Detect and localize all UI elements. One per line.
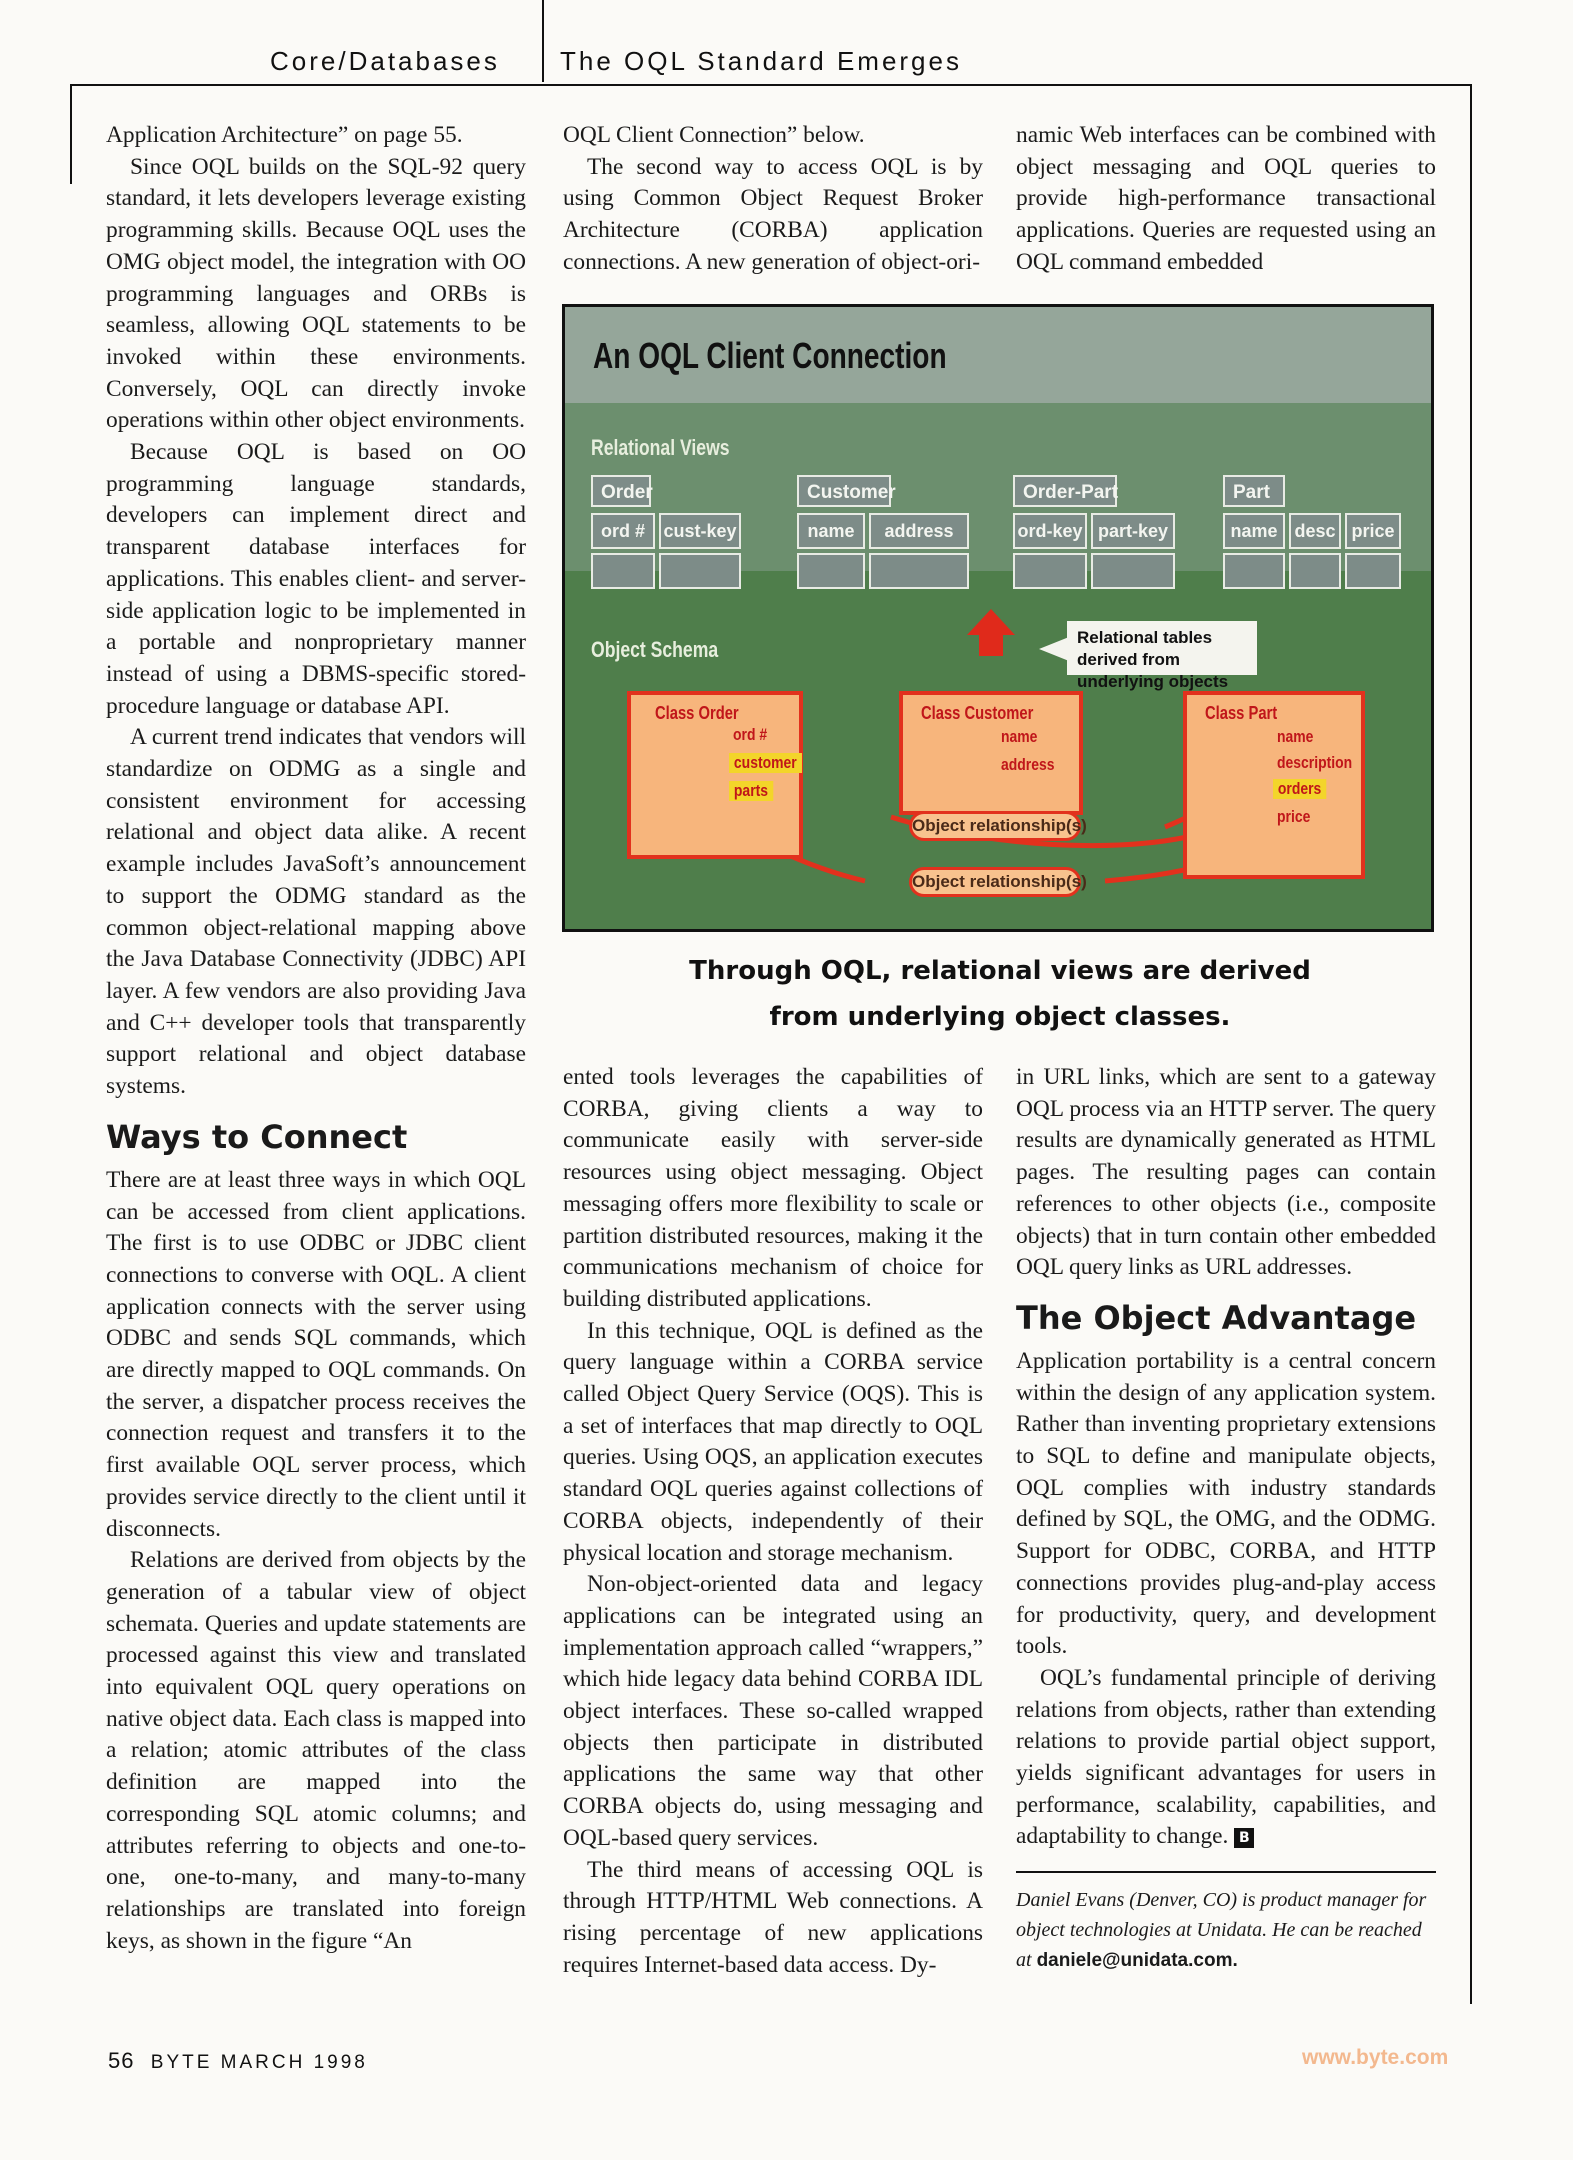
publication-info: BYTE MARCH 1998 xyxy=(150,2052,368,2073)
paragraph: In this technique, OQL is defined as the query language within a CORBA service called Object Query Service (OQS). This is a set of interfaces that map directly to OQL queries. Using OQS, an application executes standard OQL queries against collections of CORBA objects, independently of their physical location and storage mechanism. xyxy=(563,1317,983,1566)
end-mark-icon: B xyxy=(1234,1828,1254,1848)
table-cell: name xyxy=(797,513,865,549)
paragraph: A current trend indicates that vendors will standardize on ODMG as a single and consistent environment for accessing relational and object data alike. A recent example includes JavaSoft’s announcement to support the ODMG standard as the common object-relational mapping above the Java Database Connectivity (JDBC) API layer. A few vendors are also providing Java and C++ developer tools that transparently support relational and object database systems. xyxy=(106,724,526,1100)
column-3-top xyxy=(1016,120,1436,279)
section-heading-ways-to-connect: Ways to Connect xyxy=(106,1117,408,1156)
figure-caption xyxy=(560,948,1440,1040)
paragraph: Non-object-oriented data and legacy applications can be integrated using an implementation approach called “wrappers,” which hide legacy data behind CORBA IDL object interfaces. These so-called wrapped objects then participate in distributed applications the same way that other CORBA objects do, using messaging and OQL-based query services. xyxy=(563,1571,983,1851)
byline-text: Daniel Evans (Denver, CO) is product manager for object technologies at Unidata. He can be reached at xyxy=(1016,1889,1427,1972)
column-3-bottom xyxy=(1016,1062,1436,1976)
paragraph: Application portability is a central concern within the design of any application system. Rather than inventing proprietary extensions to SQL to define and manipulate objects, OQL complies with industry standards defined by SQL, the OMG, and the ODMG. Support for ODBC, CORBA, and HTTP connections provides plug-and-play access for productivity, query, and development tools. xyxy=(1016,1347,1436,1660)
author-byline xyxy=(1016,1871,1436,1976)
table-cell: ord # xyxy=(591,513,655,549)
paragraph: ented tools leverages the capabilities of CORBA, giving clients a way to communicate easily with server-side resources using object messaging. Object messaging offers more flexibility to scale or partition distributed resources, making it the communications mechanism of choice for building distributed applications. xyxy=(563,1064,983,1312)
paragraph: Because OQL is based on OO programming language standards, developers can implement direct and transparent database interfaces for applications. This enables client- and server-side application logic to be implemented in a portable and nonproprietary manner instead of using a DBMS-specific stored-procedure language or database API. xyxy=(106,439,526,719)
footer-url-link[interactable]: www.byte.com xyxy=(1302,2046,1449,2069)
table-cell: name xyxy=(1223,513,1285,549)
paragraph: The second way to access OQL is by using Common Object Request Broker Architecture (CORBA) application connections. A new generation of object-ori- xyxy=(563,153,983,275)
callout-relational-tables: Relational tables derived from underlying objects xyxy=(1067,621,1257,675)
table-customer-name: Customer xyxy=(797,475,891,507)
object-relationship-pill: Object relationship(s) xyxy=(909,867,1081,897)
paragraph-text: OQL’s fundamental principle of deriving relations from objects, rather than extending relations to provide partial object support, yields significant advantages for users in performance, scalability, capabilities, and adaptability to change. xyxy=(1016,1664,1436,1850)
page-number: 56 xyxy=(108,2048,135,2073)
table-part-name: Part xyxy=(1223,475,1285,507)
relational-views-label: Relational Views xyxy=(591,435,730,460)
column-2-top xyxy=(563,120,983,279)
paragraph: There are at least three ways in which OQL can be accessed from client applications. The first is to use ODBC or JDBC client connections to converse with OQL. A client application connects with the server using ODBC and sends SQL commands, which are directly mapped to OQL commands. On the server, a dispatcher process receives the connection request and transfers it to the first available OQL server process, which provides service directly to the client until it disconnects. xyxy=(106,1166,526,1542)
class-attr: name xyxy=(1277,727,1314,746)
paragraph: in URL links, which are sent to a gateway OQL process via an HTTP server. The query results are dynamically generated as HTML pages. The resulting pages can contain references to other objects (i.e., composite objects) that in turn contain other embedded OQL query links as URL addresses. xyxy=(1016,1064,1436,1281)
left-rule xyxy=(70,84,72,184)
column-1 xyxy=(106,120,526,1957)
class-attr: description xyxy=(1277,753,1353,772)
table-cell: desc xyxy=(1289,513,1341,549)
class-attr-highlighted: orders xyxy=(1273,779,1326,799)
paragraph xyxy=(1016,1663,1436,1853)
class-attr: ord # xyxy=(733,725,768,744)
class-attr-highlighted: parts xyxy=(729,781,773,801)
table-cell: part-key xyxy=(1091,513,1175,549)
table-cell: price xyxy=(1345,513,1401,549)
table-cell: cust-key xyxy=(659,513,741,549)
header-divider xyxy=(542,0,544,82)
class-order-name: Class Order xyxy=(655,703,739,723)
paragraph: The third means of accessing OQL is through HTTP/HTML Web connections. A rising percentage of new applications requires Internet-based data access. Dy- xyxy=(563,1856,983,1978)
table-cell: ord-key xyxy=(1013,513,1087,549)
right-rule xyxy=(1470,84,1472,2004)
paragraph: Relations are derived from objects by the generation of a tabular view of object schemata. Queries and update statements are processed against this view and translated into equivalent OQL query operations on native object data. Each class is mapped into a relation; atomic attributes of the class definition are mapped into the corresponding SQL atomic columns; and attributes referring to objects and one-to-one, one-to-many, and many-to-many relationships are translated into foreign keys, as shown in the figure “An xyxy=(106,1547,526,1954)
class-attr-highlighted: customer xyxy=(729,753,802,773)
oql-client-connection-figure xyxy=(562,304,1434,932)
class-attr: name xyxy=(1001,727,1038,746)
author-email-link[interactable]: daniele@unidata.com. xyxy=(1036,1950,1238,1972)
figure-title: An OQL Client Connection xyxy=(593,335,947,376)
paragraph: Application Architecture” on page 55. xyxy=(106,122,463,148)
table-cell: address xyxy=(869,513,969,549)
top-rule xyxy=(70,84,1472,86)
object-schema-label: Object Schema xyxy=(591,637,719,662)
object-relationship-pill: Object relationship(s) xyxy=(909,811,1081,841)
paragraph: Since OQL builds on the SQL-92 query standard, it lets developers leverage existing programming skills. Because OQL uses the OMG object model, the integration with OO programming languages and ORBs is seamless, allowing OQL statements to be invoked within these environments. Conversely, OQL can directly invoke operations within other object environments. xyxy=(106,153,526,434)
page-footer xyxy=(108,2048,368,2074)
class-part-name: Class Part xyxy=(1205,703,1278,723)
paragraph: OQL Client Connection” below. xyxy=(563,122,865,148)
class-attr: price xyxy=(1277,807,1311,826)
article-title: The OQL Standard Emerges xyxy=(560,46,962,76)
class-attr: address xyxy=(1001,755,1055,774)
section-label: Core/Databases xyxy=(270,46,500,76)
column-2-bottom xyxy=(563,1062,983,1981)
table-order-part-name: Order-Part xyxy=(1013,475,1117,507)
paragraph: namic Web interfaces can be combined with object messaging and OQL queries to provide high-performance transactional applications. Queries are requested using an OQL command embedded xyxy=(1016,122,1436,275)
caption-line: Through OQL, relational views are derived xyxy=(689,956,1311,986)
section-heading-object-advantage: The Object Advantage xyxy=(1016,1298,1417,1337)
table-order-name: Order xyxy=(591,475,651,507)
class-customer-name: Class Customer xyxy=(921,703,1034,723)
caption-line: from underlying object classes. xyxy=(769,1002,1231,1032)
